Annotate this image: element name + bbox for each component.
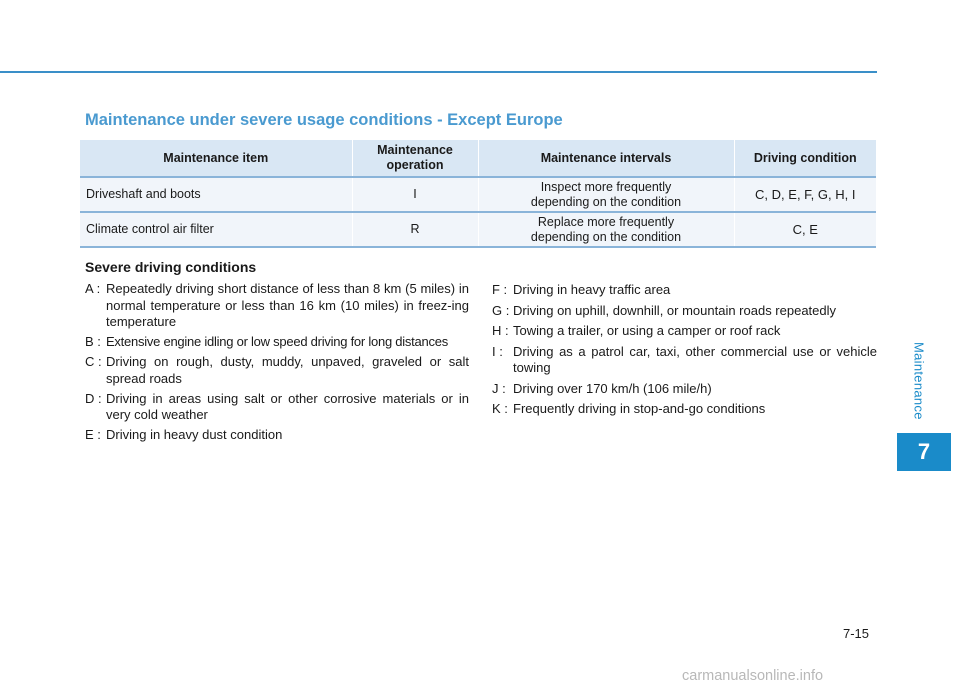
condition-key: C : xyxy=(85,354,102,369)
condition-key: A : xyxy=(85,281,101,296)
condition-key: G : xyxy=(492,302,510,318)
cell-operation: I xyxy=(352,177,478,212)
table-row xyxy=(80,177,876,212)
conditions-list-left xyxy=(85,281,469,447)
chapter-side-label: Maintenance xyxy=(911,342,927,420)
condition-key: D : xyxy=(85,390,102,406)
condition-item-f xyxy=(492,282,877,299)
condition-text: Driving on uphill, downhill, or mountain roads repeatedly xyxy=(513,302,837,318)
condition-key: B : xyxy=(85,334,101,349)
condition-text: Towing a trailer, or using a camper or roof rack xyxy=(513,323,781,338)
condition-key: F : xyxy=(492,282,508,297)
condition-text: Driving in heavy traffic area xyxy=(513,282,671,297)
condition-item-g xyxy=(492,303,877,320)
page-number: 7-15 xyxy=(843,626,870,641)
condition-key: E : xyxy=(85,427,101,442)
header-maintenance-operation xyxy=(352,140,478,177)
condition-key: I : xyxy=(492,343,503,359)
section-title: Maintenance under severe usage conditions - Except Europe xyxy=(85,111,563,129)
condition-text: Driving on rough, dusty, muddy, unpaved, graveled or salt spread roads xyxy=(106,354,469,386)
condition-text: Repeatedly driving short distance of less than 8 km (5 miles) in normal temperature or less than 16 km (10 miles) in freez-ing temperature xyxy=(106,281,469,329)
condition-item-k xyxy=(492,401,877,418)
condition-item-c xyxy=(85,354,469,387)
condition-item-i xyxy=(492,344,877,377)
maintenance-table xyxy=(80,140,876,248)
condition-item-b xyxy=(85,334,469,351)
condition-text: Frequently driving in stop-and-go conditions xyxy=(513,401,766,416)
conditions-list-right xyxy=(492,282,877,422)
table-row xyxy=(80,212,876,247)
condition-item-e xyxy=(85,427,469,444)
header-driving-condition: Driving condition xyxy=(734,140,876,177)
cell-item: Driveshaft and boots xyxy=(80,177,352,212)
condition-text: Driving in heavy dust condition xyxy=(106,427,283,442)
cell-condition: C, D, E, F, G, H, I xyxy=(734,177,876,212)
chapter-number-tab[interactable]: 7 xyxy=(897,433,951,471)
condition-key: K : xyxy=(492,401,508,416)
condition-item-j xyxy=(492,381,877,398)
table-header-row xyxy=(80,140,876,177)
condition-key: J : xyxy=(492,380,506,396)
condition-item-h xyxy=(492,323,877,340)
watermark[interactable]: carmanualsonline.info xyxy=(682,668,824,684)
condition-text: Extensive engine idling or low speed driving for long distances xyxy=(106,334,448,349)
condition-text: Driving in areas using salt or other corrosive materials or in very cold weather xyxy=(106,390,469,422)
condition-item-d xyxy=(85,391,469,424)
condition-item-a xyxy=(85,281,469,331)
condition-text: Driving over 170 km/h (106 mile/h) xyxy=(513,380,712,396)
cell-interval: Replace more frequently depending on the condition xyxy=(478,212,734,247)
condition-text: Driving as a patrol car, taxi, other commercial use or vehicle towing xyxy=(513,343,877,375)
cell-interval: Inspect more frequently depending on the condition xyxy=(478,177,734,212)
header-maintenance-item: Maintenance item xyxy=(80,140,352,177)
header-maintenance-intervals: Maintenance intervals xyxy=(478,140,734,177)
header-maintenance-operation-label: Maintenance operation xyxy=(377,143,453,172)
condition-key: H : xyxy=(492,323,509,338)
cell-condition: C, E xyxy=(734,212,876,247)
top-rule xyxy=(0,71,877,73)
cell-operation: R xyxy=(352,212,478,247)
conditions-title: Severe driving conditions xyxy=(85,259,257,275)
cell-item: Climate control air filter xyxy=(80,212,352,247)
